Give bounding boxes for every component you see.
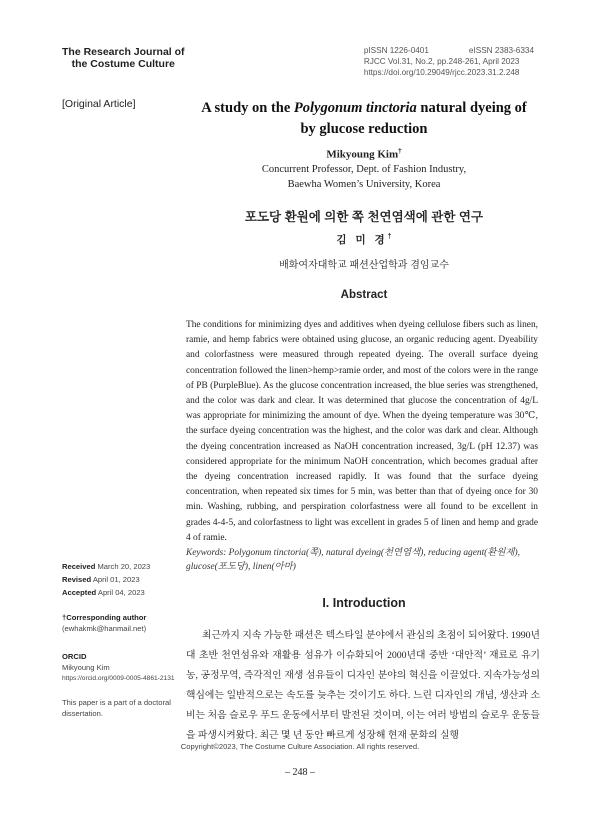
copyright: Copyright©2023, The Costume Culture Association. All rights reserved.	[180, 742, 420, 751]
accepted-label: Accepted	[62, 588, 97, 597]
corr-label: †Corresponding author	[62, 613, 147, 622]
received-label: Received	[62, 562, 96, 571]
intro-body	[186, 626, 540, 746]
revised-date: April 01, 2023	[92, 575, 140, 584]
eissn: eISSN 2383-6334	[468, 46, 534, 55]
received-date: March 20, 2023	[97, 562, 151, 571]
accepted-date: April 04, 2023	[97, 588, 145, 597]
author	[186, 147, 542, 161]
title-pre: A study on the	[201, 100, 294, 116]
revised-label: Revised	[62, 575, 92, 584]
title-post: natural dyeing of	[416, 100, 527, 116]
dissertation-note: This paper is a part of a doctoral dissertation.	[62, 698, 171, 718]
title-italic: Polygonum tinctoria	[293, 100, 417, 116]
abstract-heading: Abstract	[340, 289, 388, 301]
korean-title: 포도당 환원에 의한 쪽 천연염색에 관한 연구	[244, 210, 484, 224]
citation: RJCC Vol.31, No.2, pp.248-261, April 2023	[363, 57, 520, 66]
intro-paragraph: 최근까지 지속 가능한 패션은 텍스타일 분야에서 관심의 초점이 되어왔다. 1990년대 초반 천연섬유와 재활용 섬유가 이슈화되어 2000년대 중반 ‘대안적’ 재료로 유기농, 공정무역, 즉각적인 재생 섬유들이 디자인 분야의 혁신을 이끌었다. 지속가능성의 핵심에는 일반적으로는 속도를 늦추는 것이기도 하다. 느린 디자인의 개념, 생산과 소비는 처음 슬로우 푸드 운동에서부터 발전된 것이며, 이는 여러 방법의 슬로우 운동들을 파생시켜왔다. 최근 몇 년 동안 빠르게 성장해 현재 문화의 실행	[186, 630, 540, 741]
pissn: pISSN 1226-0401	[363, 46, 429, 55]
orcid-url[interactable]: https://orcid.org/0009-0005-4861-2131	[62, 675, 175, 682]
affiliation-line2: Baewha Women’s University, Korea	[287, 178, 441, 190]
orcid-name: Mikyoung Kim	[62, 663, 110, 672]
journal-name-line1: The Research Journal of	[62, 46, 185, 58]
article-dates	[62, 561, 182, 600]
author-mark: †	[398, 147, 402, 155]
corresponding-author	[62, 612, 182, 634]
affiliation	[186, 163, 542, 192]
orcid-label: ORCID	[62, 652, 87, 661]
author-name: Mikyoung Kim	[326, 148, 399, 161]
corr-email[interactable]: (ewhakmk@hanmail.net)	[62, 624, 147, 633]
keywords: Keywords: Polygonum tinctoria(쪽), natural dyeing(천연염색), reducing agent(환원제), glucose(포도당), linen(아마)	[186, 548, 520, 572]
orcid-block	[62, 651, 182, 684]
korean-author-name: 김 미 경	[336, 234, 388, 246]
article-title	[186, 98, 542, 140]
journal-name	[62, 46, 185, 70]
korean-author	[186, 232, 542, 247]
page-number: – 248 –	[285, 767, 315, 778]
abstract-text: The conditions for minimizing dyes and additives when dyeing cellulose fibers such as linen, ramie, and hemp fabrics were obtained using glucose, an organic reducing agent. Dyeability and colorfastness were measured through repeated dyeing. The overall surface dyeing concentration followed the linen>hemp>ramie order, and most of the colors were in the range of PB (PurpleBlue). As the glucose concentration increased, the blue series was strengthened, and the color was dark and clear. It was determined that glucose the concentration of 4g/L was appropriate for minimizing the amount of dye. When the dyeing temperature was 30℃, the surface dyeing concentration was the highest, and the color was dark and clear. Although the dyeing concentration increased as NaOH concentration increased, 3g/L (pH 12.37) was considered appropriate for the minimum NaOH concentration, which becomes gradual after the dyeing concentration increased rapidly. It was found that the surface dyeing concentration, when repeated six times for 5 min, was better than that of dyeing once for 30 min. Washing, rubbing, and perspiration colorfastness were all found to be excellent in grades 4-4-5, and colorfastness to light was excellent in grades 5 of linen and hemp and grade 4 of ramie.	[186, 320, 538, 543]
title-line2: by glucose reduction	[300, 121, 428, 137]
journal-name-line2: the Costume Culture	[71, 58, 175, 70]
journal-meta	[364, 45, 534, 78]
article-type: [Original Article]	[62, 98, 136, 110]
doi-link[interactable]: https://doi.org/10.29049/rjcc.2023.31.2.248	[363, 68, 520, 77]
korean-affiliation: 배화여자대학교 패션산업학과 겸임교수	[279, 260, 449, 271]
korean-author-mark: †	[387, 233, 392, 241]
intro-heading: I. Introduction	[322, 596, 406, 610]
affiliation-line1: Concurrent Professor, Dept. of Fashion Industry,	[261, 164, 467, 175]
